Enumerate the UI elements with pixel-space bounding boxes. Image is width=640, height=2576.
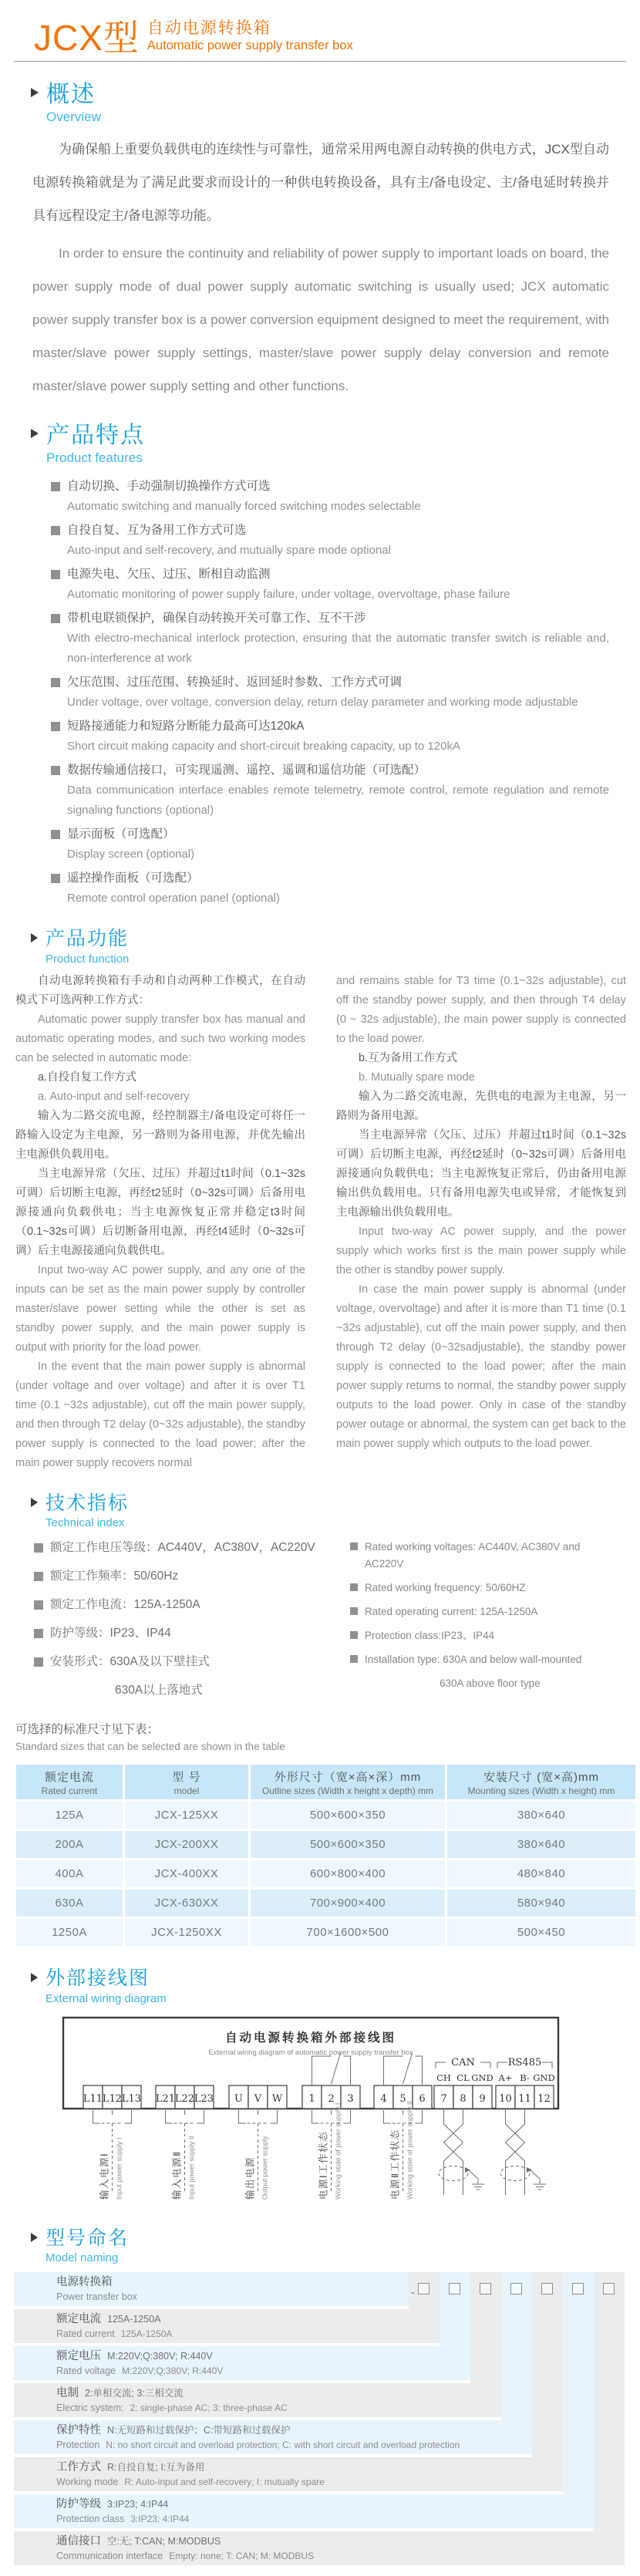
product-title-cn: 自动电源转换箱	[147, 19, 271, 38]
svg-text:5: 5	[399, 2092, 406, 2105]
standard-sizes-table	[14, 1762, 638, 1948]
terminal-group	[229, 2085, 287, 2200]
table-cell: JCX-200XX	[125, 1831, 248, 1858]
model-dash-text: -	[411, 2286, 415, 2299]
function-paragraph: Input two-way AC power supply, and any one of the inputs can be set as the main power supply by controller master/slave power setting while the other is set as standby power supply, and the main power supply is output with priority for the load power.	[15, 1263, 305, 1354]
naming-row-label-cn: 额定电压 M:220V;Q:380V; R:440V	[56, 2350, 213, 2362]
naming-row-value-cn: M:220V;Q:380V; R:440V	[107, 2351, 213, 2362]
feature-label-cn: 欠压范围、过压范围、转换延时、返回延时参数、工作方式可调	[67, 676, 403, 689]
cable-shield	[500, 2166, 530, 2180]
table-row	[16, 1860, 635, 1887]
wiring-group-label-en: Working state of power supply I	[334, 2102, 342, 2200]
overview-paragraph-en: In order to ensure the continuity and reliability of power supply to important loads on board, the power supply mode of dual power supply automatic switching is usually used; JCX automatic power supply transfer box is a power conversion equipment designed to meet the requirement, with master/slave power supply settings, master/slave power supply delay conversion and remote master/slave power supply setting and other functions.	[32, 246, 609, 393]
table-cell: JCX-1250XX	[125, 1919, 248, 1946]
table-cell: JCX-400XX	[125, 1860, 248, 1887]
wiring-group-label-en: Working state of power supply II	[406, 2100, 414, 2200]
function-paragraph: Automatic power supply transfer box has manual and automatic operating modes, and such two working modes can be selected in automatic mode:	[15, 1013, 305, 1064]
function-paragraph: a. Auto-input and self-recovery	[38, 1090, 190, 1103]
svg-text:8: 8	[460, 2092, 467, 2105]
table-cell: 1250A	[16, 1919, 123, 1946]
tech-index-text: Installation type: 630A and below wall-mounted	[365, 1654, 582, 1665]
naming-row-value-en: 3:IP23; 4:IP44	[130, 2514, 190, 2524]
table-cell: 600×800×400	[251, 1860, 445, 1887]
svg-text:W: W	[271, 2092, 283, 2105]
svg-text:U: U	[234, 2092, 243, 2105]
terminal-group	[374, 2053, 432, 2200]
section-arrow-icon	[31, 2233, 38, 2242]
feature-item	[51, 716, 609, 757]
feature-label-cn: 带机电联锁保护，确保自动转换开关可靠工作、互不干涉	[67, 612, 366, 625]
sizes-column-header-en: Mounting sizes (Width x height) mm	[467, 1785, 615, 1796]
section-subtitle-features: Product features	[46, 450, 143, 465]
section-arrow-icon	[31, 1498, 38, 1507]
tech-index-text: 额定工作电流：125A-1250A	[50, 1598, 200, 1611]
sizes-table-body	[16, 1802, 635, 1946]
naming-row-value-cn: 3:IP23; 4:IP44	[107, 2499, 169, 2510]
diagram-title-en: External wiring diagram of automatic power supply transfer box	[208, 2048, 413, 2057]
header-divider	[14, 61, 626, 62]
feature-item	[51, 868, 609, 909]
square-bullet-icon	[350, 1583, 358, 1591]
terminal-group	[496, 2057, 555, 2195]
function-paragraph: 输入为二路交流电源，经控制器主/备电设定可将任一路输入设定为主电源，另一路则为备用电源，并优先输出主电源供负载用电。	[15, 1109, 305, 1161]
feature-text-cn	[51, 824, 609, 845]
tech-col-en	[350, 1539, 620, 1710]
table-cell: 700×1600×500	[251, 1919, 445, 1946]
sizes-column-header	[125, 1765, 248, 1799]
feature-text-cn	[51, 673, 609, 693]
naming-row-label-cn: 额定电流 125A-1250A	[56, 2313, 161, 2325]
feature-text-en: Automatic switching and manually forced switching modes selectable	[67, 500, 421, 513]
feature-label-cn: 短路接通能力和短路分断能力最高可达120kA	[67, 720, 305, 733]
model-letter-box	[449, 2283, 460, 2294]
sizes-intro-cn: 可选择的标准尺寸见下表：	[15, 1723, 160, 1736]
svg-text:L12: L12	[102, 2092, 123, 2105]
function-paragraph: In case the main power supply is abnormal (under voltage, overvoltage) and after it is more than T1 time (0.1 ~32s adjustable), cut off the main power supply, and then through T2 delay (0~32sadjustable), the standby power supply is connected to the load power; after the main power supply returns to normal, the standby power supply outputs to the load power. Only in case of the standby power outage or abnormal, the system can get back to the main power supply which outputs to the load power.	[336, 1283, 626, 1450]
naming-row-value-en: Empty: none; T: CAN; M: MODBUS	[169, 2551, 315, 2561]
naming-row-value-cn: 空:无; T:CAN; M:MODBUS	[107, 2536, 221, 2547]
tech-index-text: Rated operating current: 125A-1250A	[365, 1606, 538, 1617]
sizes-column-header-cn: 安装尺寸 (宽×高)mm	[483, 1771, 599, 1784]
naming-row-label-cn: 通信接口 空:无; T:CAN; M:MODBUS	[56, 2535, 221, 2547]
tech-index-text: Protection class:IP23、IP44	[365, 1630, 495, 1641]
feature-text-cn	[51, 477, 609, 497]
function-paragraph: Input two-way AC power supply, and the power supply which works first is the main power supply while the other is standby power supply.	[336, 1225, 626, 1276]
square-bullet-icon	[51, 526, 60, 535]
sizes-table-head	[16, 1765, 635, 1799]
table-cell: JCX-630XX	[125, 1890, 248, 1917]
naming-row-value-cn: R:自投自复; I:互为备用	[107, 2462, 205, 2473]
table-cell: 480×840	[447, 1860, 635, 1887]
tech-index-item	[34, 1653, 350, 1671]
feature-item	[51, 824, 609, 865]
feature-text-en: Remote control operation panel (optional)	[67, 892, 280, 905]
feature-item	[51, 565, 609, 605]
section-subtitle-tech: Technical index	[45, 1516, 125, 1529]
tech-col-cn	[34, 1539, 350, 1710]
tech-index-item	[350, 1603, 620, 1620]
features-list	[51, 477, 609, 909]
terminal-group	[156, 2085, 214, 2200]
svg-text:6: 6	[419, 2092, 426, 2105]
naming-row-label-cn: 防护等级 3:IP23; 4:IP44	[56, 2498, 169, 2510]
feature-text-en: With electro-mechanical interlock protection, ensuring that the automatic transfer switch is reliable and, non-interference at work	[67, 632, 609, 665]
function-paragraph: and remains stable for T3 time (0.1~32s adjustable), cut off the standby power supply, and then through T4 delay (0 ~ 32s adjustable), the main power supply is connected to the load power.	[336, 974, 626, 1045]
section-overview-header	[31, 82, 626, 125]
section-title-functions: 产品功能	[45, 928, 130, 949]
model-letter-box	[572, 2283, 584, 2294]
naming-row-label-en: Power transfer box	[56, 2291, 137, 2302]
feature-text-en: Auto-input and self-recovery, and mutually spare mode optional	[67, 544, 391, 557]
svg-text:A+: A+	[498, 2072, 513, 2083]
svg-text:L11: L11	[83, 2092, 103, 2105]
table-cell: 630A	[16, 1890, 123, 1917]
tech-index-continuation: 630A above floor type	[440, 1677, 541, 1689]
svg-text:L23: L23	[194, 2092, 214, 2105]
feature-label-cn: 自动切换、手动强制切换操作方式可选	[67, 480, 271, 493]
sizes-column-header	[16, 1765, 123, 1799]
section-subtitle-overview: Overview	[46, 110, 101, 124]
cable-shield	[439, 2166, 468, 2180]
model-letter-box	[418, 2283, 429, 2294]
wiring-group-label-en: Output power supply	[261, 2135, 269, 2200]
feature-text-cn	[51, 565, 609, 585]
square-bullet-icon	[51, 830, 60, 839]
table-row	[16, 1831, 635, 1858]
wiring-group-label-en: Input power supply I	[115, 2136, 123, 2200]
svg-text:7: 7	[440, 2092, 447, 2105]
sizes-column-header-cn: 额定电流	[44, 1771, 94, 1784]
naming-row	[14, 2457, 563, 2491]
feature-text-cn	[51, 716, 609, 737]
svg-text:CH: CH	[436, 2072, 451, 2083]
svg-text:GND: GND	[533, 2072, 555, 2083]
sizes-column-header-en: Rated current	[41, 1785, 98, 1796]
wiring-group-label-cn: 输入电源Ⅰ	[99, 2152, 110, 2200]
naming-row-value-en: R: Auto-input and self-recovery; I: mutually spare	[124, 2477, 325, 2487]
section-functions-header	[31, 929, 626, 966]
square-bullet-icon	[34, 1629, 43, 1638]
square-bullet-icon	[51, 614, 60, 623]
section-arrow-icon	[31, 933, 38, 942]
tech-index-text: Rated working voltages: AC440V, AC380V and AC220V	[365, 1541, 581, 1570]
terminal-group	[302, 2053, 360, 2200]
wiring-group-label-cn: 电源Ⅱ工作状态	[389, 2128, 401, 2200]
naming-row-label-cn: 电源转换箱	[56, 2276, 113, 2288]
tech-index-item	[350, 1651, 620, 1668]
functions-col-right	[336, 972, 626, 1473]
feature-text-en: Display screen (optional)	[67, 848, 195, 861]
square-bullet-icon	[34, 1600, 43, 1610]
square-bullet-icon	[350, 1655, 358, 1663]
model-letter-box	[480, 2283, 491, 2294]
tech-index-text: 安装形式：630A及以下壁挂式	[50, 1655, 210, 1668]
twisted-pair-wire	[444, 2109, 463, 2195]
svg-text:L13: L13	[121, 2092, 142, 2105]
svg-text:11: 11	[518, 2092, 531, 2105]
feature-item	[51, 609, 609, 669]
section-arrow-icon	[31, 429, 39, 438]
section-subtitle-wiring: External wiring diagram	[45, 1991, 167, 2005]
naming-row-value-en: N: no short circuit and overload protection; C: with short circuit and overload protection	[106, 2439, 460, 2450]
wiring-diagram-svg	[14, 2010, 626, 2204]
svg-text:10: 10	[499, 2092, 512, 2105]
function-paragraph: 输入为二路交流电源，先供电的电源为主电源，另一路则为备用电源。	[336, 1090, 626, 1122]
naming-row-label-en: Electric system: 2: single-phase AC; 3: three-phase AC	[56, 2402, 288, 2413]
model-naming-diagram	[14, 2272, 626, 2565]
function-paragraph: a.自投自复工作方式	[38, 1071, 137, 1084]
square-bullet-icon	[51, 766, 60, 775]
naming-column-strip	[594, 2272, 625, 2565]
feature-text-en: Data communication interface enables remote telemetry, remote control, remote regulation and remote signaling functions (optional)	[67, 784, 609, 817]
sizes-column-header	[447, 1765, 635, 1799]
naming-row	[14, 2272, 409, 2306]
square-bullet-icon	[51, 570, 60, 579]
square-bullet-icon	[51, 874, 60, 883]
naming-row-value-cn: 2:单相交流; 3:三相交流	[85, 2388, 184, 2399]
tech-index-item	[34, 1624, 350, 1643]
square-bullet-icon	[34, 1543, 43, 1553]
feature-label-cn: 电源失电、欠压、过压、断相自动监测	[67, 568, 271, 581]
table-cell: 580×940	[447, 1890, 635, 1917]
twisted-pair-wire	[506, 2109, 525, 2195]
svg-text:GND: GND	[471, 2072, 493, 2083]
tech-index-item	[34, 1567, 350, 1586]
tech-index-item	[350, 1627, 620, 1644]
section-tech-header	[31, 1493, 626, 1530]
feature-item	[51, 760, 609, 821]
model-letter-box	[541, 2283, 553, 2294]
svg-text:CAN: CAN	[451, 2056, 475, 2069]
naming-row-label-en: Working mode R: Auto-input and self-recovery; I: mutually spare	[56, 2477, 325, 2487]
svg-text:RS485: RS485	[507, 2056, 542, 2069]
feature-text-cn	[51, 521, 609, 541]
naming-row-value-en: 2: single-phase AC; 3: three-phase AC	[130, 2402, 288, 2413]
naming-row-label-cn: 保护特性 N:无短路和过载保护；C:带短路和过载保护	[56, 2424, 291, 2436]
feature-text-en: Automatic monitoring of power supply failure, under voltage, overvoltage, phase failure	[67, 588, 510, 601]
table-cell: 500×450	[447, 1919, 635, 1946]
naming-row-value-cn: N:无短路和过载保护；C:带短路和过载保护	[107, 2425, 291, 2436]
naming-column-strip	[563, 2272, 594, 2528]
terminal-group	[83, 2085, 141, 2200]
function-paragraph: In the event that the main power supply is abnormal (under voltage and over voltage) and after it is over T1 time (0.1 ~32s adjustable), cut off the main power supply, and then through T2 delay (0~32s adjustable), the standby power supply is connected to the load power; after the main power supply recovers normal	[15, 1360, 305, 1469]
wiring-group-label-cn: 电源Ⅰ工作状态	[318, 2130, 329, 2200]
svg-text:V: V	[254, 2092, 262, 2105]
overview-paragraph-cn: 为确保船上重要负载供电的连续性与可靠性，通常采用两电源自动转换的供电方式，JCX型自动电源转换箱就是为了满足此要求而设计的一种供电转换设备，具有主/备电设定、主/备电延时转换并具有远程设定主/备电源等功能。	[32, 142, 609, 223]
sizes-column-header-cn: 型 号	[172, 1771, 201, 1784]
svg-text:CL: CL	[456, 2072, 470, 2083]
svg-text:3: 3	[347, 2092, 354, 2105]
svg-text:L22: L22	[174, 2092, 195, 2105]
naming-row-value-cn: 125A-1250A	[107, 2314, 161, 2325]
naming-row-label-en: Protection N: no short circuit and overload protection; C: with short circuit and overload protection	[56, 2439, 460, 2450]
section-subtitle-naming: Model naming	[45, 2251, 119, 2264]
naming-row-label-en: Protection class 3:IP23; 4:IP44	[56, 2514, 190, 2524]
function-paragraph: 自动电源转换箱有手动和自动两种工作模式，在自动模式下可选两种工作方式：	[15, 974, 305, 1006]
square-bullet-icon	[34, 1657, 43, 1667]
table-cell: JCX-125XX	[125, 1802, 248, 1829]
product-title-block	[147, 19, 353, 56]
svg-text:12: 12	[537, 2092, 551, 2105]
square-bullet-icon	[350, 1543, 358, 1550]
tech-index-text: 额定工作频率：50/60Hz	[50, 1570, 179, 1583]
tech-index-text: 防护等级：IP23、IP44	[50, 1627, 171, 1640]
table-cell: 380×640	[447, 1802, 635, 1829]
section-arrow-icon	[31, 1973, 38, 1982]
sizes-intro-en: Standard sizes that can be selected are shown in the table	[15, 1741, 285, 1752]
tech-index-text: 额定工作电压等级：AC440V，AC380V，AC220V	[50, 1541, 315, 1554]
naming-row-label-en: Rated voltage M:220V;Q:380V; R:440V	[56, 2365, 224, 2376]
tech-index-item	[350, 1580, 620, 1597]
table-row	[16, 1890, 635, 1917]
svg-text:4: 4	[380, 2092, 387, 2105]
naming-row-value-en: M:220V;Q:380V; R:440V	[122, 2365, 224, 2376]
section-naming-header	[31, 2228, 626, 2265]
tech-index-item	[350, 1539, 620, 1573]
square-bullet-icon	[51, 722, 60, 731]
tech-index-item	[34, 1596, 350, 1614]
feature-item	[51, 521, 609, 561]
page-header	[0, 0, 640, 56]
feature-item	[51, 673, 609, 713]
square-bullet-icon	[51, 482, 60, 491]
naming-row-label-en: Rated current 125A-1250A	[56, 2328, 173, 2339]
feature-item	[51, 477, 609, 517]
table-row	[16, 1802, 635, 1829]
feature-label-cn: 遥控操作面板（可选配）	[67, 872, 199, 885]
tech-index-item	[34, 1539, 350, 1557]
terminal-group	[434, 2057, 493, 2195]
feature-label-cn: 显示面板（可选配）	[67, 828, 175, 841]
tech-columns	[34, 1539, 626, 1710]
section-title-overview: 概述	[46, 82, 96, 107]
feature-text-cn	[51, 760, 609, 781]
function-paragraph: 当主电源异常（欠压、过压）并超过t1时间（0.1~32s可调）后切断主电源，再经t2延时（0~32s可调）后备用电源接通向负载供电；当主电源恢复正常并稳定t3时间（0.1~32s可调）后切断备用电源，再经t4延时（0~32s可调）后主电源接通向负载供电。	[15, 1167, 305, 1257]
table-cell: 400A	[16, 1860, 123, 1887]
square-bullet-icon	[350, 1631, 358, 1639]
table-cell: 500×600×350	[251, 1802, 445, 1829]
section-wiring-header	[31, 1968, 626, 2005]
tech-index-continuation: 630A以上落地式	[115, 1684, 203, 1697]
naming-row-label-cn: 工作方式 R:自投自复; I:互为备用	[56, 2461, 205, 2473]
sizes-column-header-en: model	[173, 1785, 200, 1796]
function-paragraph: b.互为备用工作方式	[359, 1051, 458, 1064]
wiring-group-label-cn: 输入电源Ⅱ	[171, 2149, 183, 2200]
product-title-en: Automatic power supply transfer box	[147, 39, 353, 53]
table-cell: 125A	[16, 1802, 123, 1829]
svg-text:B-: B-	[520, 2072, 530, 2083]
tech-index-text: Rated working frequency: 50/60HZ	[365, 1582, 526, 1593]
sizes-column-header-cn: 外形尺寸（宽×高×深）mm	[274, 1771, 422, 1784]
naming-row	[14, 2494, 594, 2528]
shield-arrow-icon	[465, 2167, 470, 2173]
feature-text-cn	[51, 868, 609, 888]
section-title-wiring: 外部接线图	[45, 1967, 150, 1989]
table-cell: 700×900×400	[251, 1890, 445, 1917]
svg-text:2: 2	[328, 2092, 335, 2105]
section-subtitle-functions: Product function	[45, 952, 130, 966]
svg-text:1: 1	[308, 2092, 315, 2105]
functions-col-left	[15, 972, 305, 1473]
table-cell: 380×640	[447, 1831, 635, 1858]
table-row	[16, 1919, 635, 1946]
sizes-column-header	[251, 1765, 445, 1799]
feature-text-en: Short circuit making capacity and short-circuit breaking capacity, up to 120kA	[67, 740, 460, 753]
feature-label-cn: 数据传输通信接口，可实现遥测、遥控、遥调和遥信功能（可选配）	[67, 764, 426, 777]
feature-text-en: Under voltage, over voltage, conversion delay, return delay parameter and working mode adjustable	[67, 696, 578, 709]
sizes-column-header-en: Outline sizes (Width x height x depth) mm	[261, 1785, 434, 1796]
svg-text:L21: L21	[155, 2092, 176, 2105]
section-title-features: 产品特点	[46, 423, 145, 448]
naming-row	[14, 2309, 440, 2343]
table-cell: 500×600×350	[251, 1831, 445, 1858]
feature-label-cn: 自投自复、互为备用工作方式可选	[67, 524, 247, 537]
section-title-naming: 型号命名	[45, 2227, 130, 2249]
naming-row-label-cn: 电制 2:单相交流; 3:三相交流	[56, 2387, 184, 2399]
functions-columns	[15, 972, 626, 1473]
diagram-title-cn: 自动电源转换箱外部接线图	[224, 2029, 397, 2045]
square-bullet-icon	[34, 1572, 43, 1581]
function-paragraph: 当主电源异常（欠压、过压）并超过t1时间（0.1~32s可调）后切断主电源，再经t2延时（0~32s可调）后备用电源接通向负载供电；当主电源恢复正常后，仍由备用电源输出供负载用电。只有备用电源失电或异常，才能恢复到主电源输出供负载用电。	[336, 1128, 626, 1219]
model-letter-box	[603, 2283, 615, 2294]
table-cell: 200A	[16, 1831, 123, 1858]
naming-row	[14, 2346, 470, 2380]
wiring-group-label-cn: 输出电源	[244, 2156, 256, 2200]
naming-row-value-en: 125A-1250A	[120, 2328, 173, 2339]
square-bullet-icon	[350, 1607, 358, 1615]
section-features-header	[31, 423, 626, 466]
wiring-diagram	[14, 2010, 640, 2208]
naming-row	[14, 2420, 532, 2454]
svg-text:9: 9	[479, 2092, 486, 2105]
function-paragraph: b. Mutually spare mode	[359, 1071, 475, 1084]
product-model-title: JCX型	[34, 18, 140, 58]
naming-row	[14, 2531, 625, 2565]
square-bullet-icon	[51, 678, 60, 687]
wiring-group-label-en: Input power supply II	[187, 2135, 196, 2200]
naming-row	[14, 2383, 501, 2417]
feature-text-cn	[51, 609, 609, 629]
shield-arrow-icon	[527, 2167, 532, 2173]
naming-row-label-en: Communication interface Empty: none; T: CAN; M: MODBUS	[56, 2551, 315, 2561]
section-title-tech: 技术指标	[45, 1492, 130, 1514]
model-letter-box	[510, 2283, 522, 2294]
section-arrow-icon	[31, 88, 39, 97]
